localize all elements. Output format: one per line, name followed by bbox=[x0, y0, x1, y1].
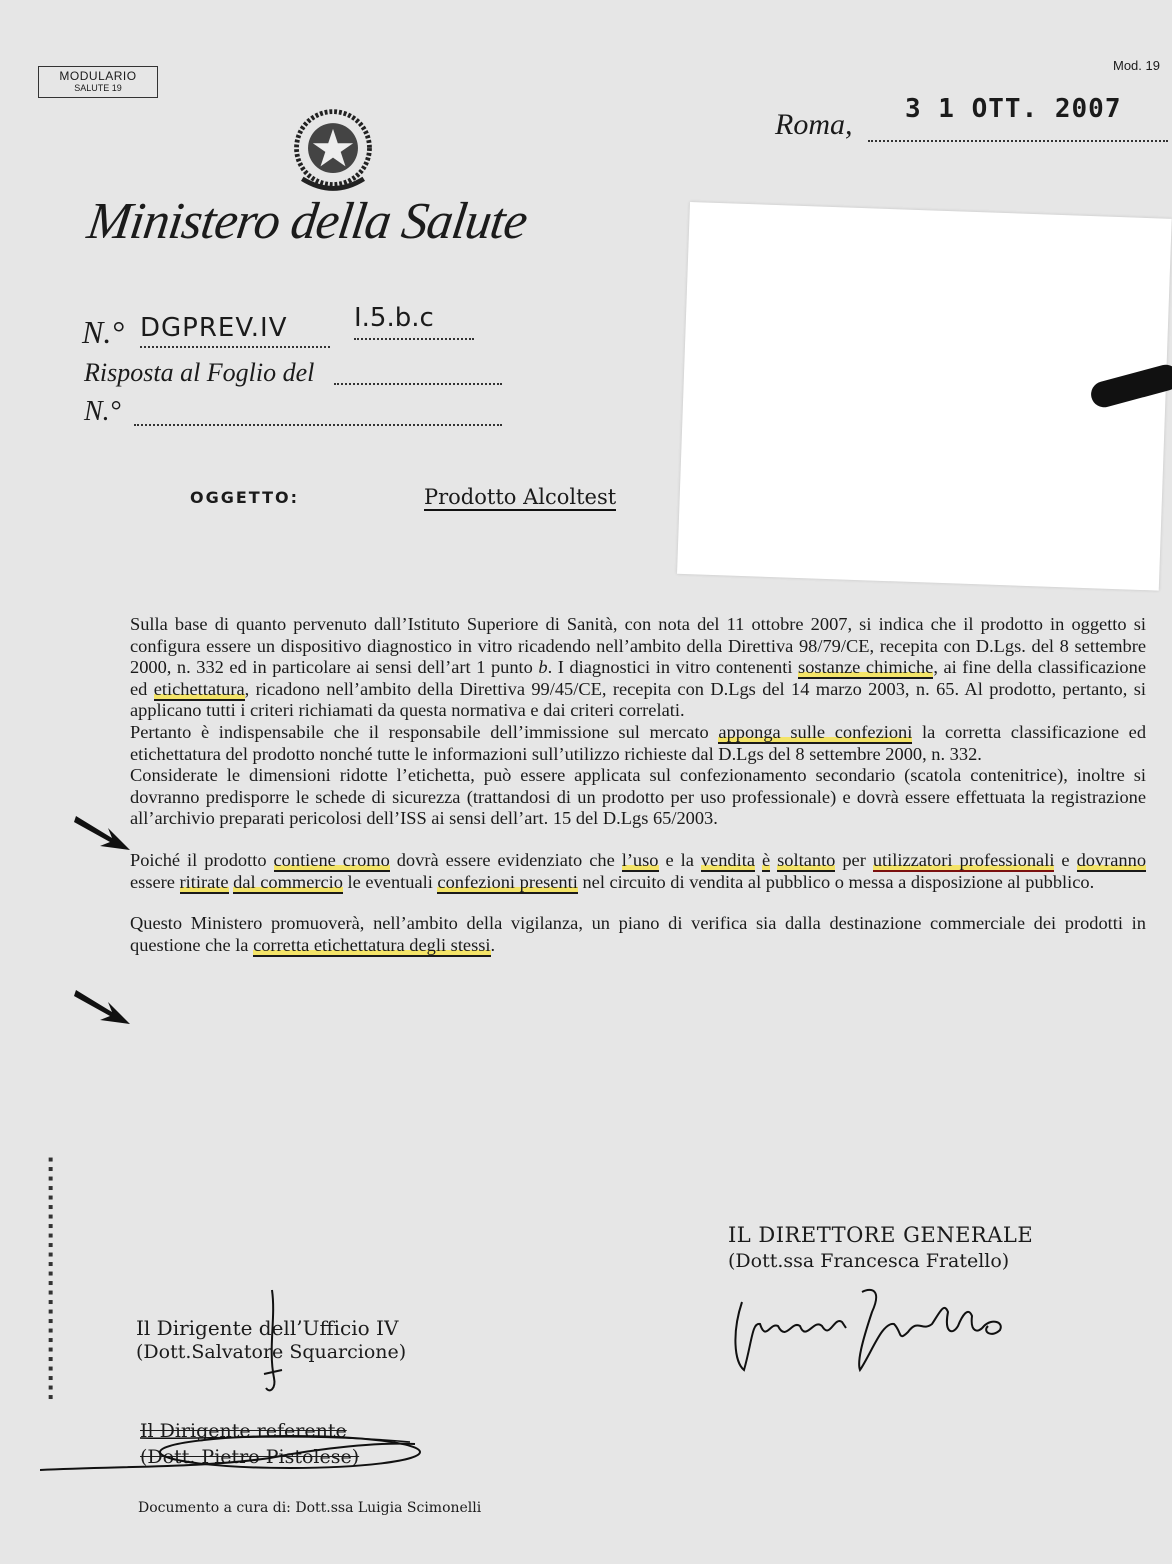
arrow-icon bbox=[72, 984, 134, 1030]
letter-body bbox=[130, 614, 1146, 956]
text bbox=[755, 850, 762, 870]
paragraph-5 bbox=[130, 913, 1146, 956]
reply-line bbox=[334, 383, 502, 385]
text: essere bbox=[130, 871, 180, 892]
arrow-icon bbox=[72, 810, 134, 856]
highlighted-text: corretta etichettatura degli stessi bbox=[253, 934, 491, 955]
text: Sulla base di quanto pervenuto dall’Istituto Superiore di Sanità, con nota del 11 ottobre 2007, si indica che il prodotto in oggetto si configura essere un dispositivo diagnostico in vitro ricadendo nell’ambito della Direttiva 98/79/CE, recepita con D.Lgs. del 8 settembre 2000, n. 332 ed in particolare ai sensi dell’art 1 punto bbox=[130, 614, 1146, 678]
highlighted-text: apponga sulle confezioni bbox=[718, 721, 913, 742]
date-line bbox=[868, 140, 1168, 142]
text: e la bbox=[658, 849, 701, 870]
subject-label: OGGETTO: bbox=[190, 488, 299, 507]
highlighted-text: vendita bbox=[700, 849, 755, 870]
form-code-line1: MODULARIO bbox=[59, 69, 137, 83]
highlighted-text: dovranno bbox=[1076, 849, 1147, 870]
text: e bbox=[1054, 849, 1077, 870]
highlighted-text: utilizzatori professionali bbox=[872, 849, 1055, 870]
text: dovrà essere evidenziato che bbox=[389, 849, 622, 870]
text: nel circuito di vendita al pubblico o messa a disposizione al pubblico. bbox=[577, 871, 1095, 892]
text: . bbox=[490, 934, 496, 955]
office-head-name: (Dott.Salvatore Squarcione) bbox=[136, 1341, 407, 1363]
protocol-reference-line bbox=[354, 338, 474, 340]
highlighted-text: l’uso bbox=[621, 849, 659, 870]
highlighted-text: sostanze chimiche bbox=[798, 657, 934, 678]
highlighted-text: ritirate bbox=[179, 871, 229, 892]
text: , ricadono nell’ambito della Direttiva 99/45/CE, recepita con D.Lgs del 14 marzo 2003, n. 65. Al prodotto, pertanto, si applicano tutti i criteri richiamati da questa normativa e dai criteri correlati. bbox=[130, 678, 1146, 721]
highlighted-text: soltanto bbox=[777, 849, 836, 870]
prepared-by-note: Documento a cura di: Dott.ssa Luigia Scimonelli bbox=[138, 1500, 482, 1516]
protocol-reference: I.5.b.c bbox=[354, 303, 434, 333]
highlighted-text: contiene cromo bbox=[273, 849, 390, 870]
handwritten-signature-icon bbox=[722, 1282, 1022, 1377]
director-general-name: (Dott.ssa Francesca Fratello) bbox=[728, 1250, 1010, 1272]
reply-label: Risposta al Foglio del bbox=[84, 358, 315, 387]
text: Poiché il prodotto bbox=[130, 849, 274, 870]
office-head-title: Il Dirigente dell’Ufficio IV bbox=[136, 1316, 399, 1340]
text: la corretta classificazione ed etichettatura del prodotto nonché tutte le informazioni sull’utilizzo richieste dal D.Lgs del 8 settembre 2000, n. 332. bbox=[130, 721, 1147, 764]
form-code-line2: SALUTE 19 bbox=[74, 83, 122, 93]
referent-title: Il Dirigente referente bbox=[140, 1420, 347, 1442]
margin-print-note: ▪▪▪▪▪▪▪▪▪▪▪▪▪▪▪▪▪▪▪▪▪▪▪▪▪▪ bbox=[46, 1155, 55, 1402]
ministry-name: Ministero della Salute bbox=[83, 193, 531, 250]
text: Questo Ministero promuoverà, nell’ambito della vigilanza, un piano di verifica sia dalla destinazione commerciale dei prodotti in questione che la bbox=[130, 913, 1146, 955]
form-model: Mod. 19 bbox=[1113, 58, 1160, 73]
paragraph-2 bbox=[130, 722, 1146, 765]
subject-value bbox=[424, 485, 616, 509]
text: Pertanto è indispensabile che il responsabile dell’immissione sul mercato bbox=[130, 721, 719, 742]
referent-name: (Dott. Pietro Pistolese) bbox=[140, 1446, 360, 1468]
highlighted-text: dal commercio bbox=[233, 871, 343, 892]
text: per bbox=[835, 849, 873, 870]
paragraph-1 bbox=[130, 614, 1146, 722]
cross-out-scribble-icon bbox=[40, 1418, 430, 1488]
protocol-number-value: DGPREV.IV bbox=[140, 313, 288, 343]
text-italic: b bbox=[538, 657, 548, 678]
republic-emblem-icon bbox=[284, 102, 382, 198]
subject-text: Prodotto Alcoltest bbox=[424, 485, 617, 509]
protocol-number-line bbox=[140, 346, 330, 348]
date-stamp: 3 1 OTT. 2007 bbox=[905, 94, 1122, 124]
reply-number-line bbox=[134, 424, 502, 426]
highlighted-text: etichettatura bbox=[153, 678, 245, 699]
reply-number-label: N.° bbox=[84, 396, 121, 427]
text: le eventuali bbox=[342, 871, 438, 892]
protocol-number-label: N.° bbox=[82, 314, 125, 350]
director-general-title: IL DIRETTORE GENERALE bbox=[728, 1223, 1034, 1247]
place-label: Roma, bbox=[775, 108, 853, 141]
initials-signature-icon bbox=[258, 1288, 288, 1398]
highlighted-text: confezioni presenti bbox=[437, 871, 578, 892]
form-code-box bbox=[38, 66, 158, 98]
highlighted-text: è bbox=[761, 849, 771, 870]
paragraph-3: Considerate le dimensioni ridotte l’etichetta, può essere applicata sul confezionamento secondario (scatola contenitrice), inoltre si dovranno predisporre le schede di sicurezza (trattandosi di un prodotto per uso professionale) e dovrà essere effettuata la registrazione all’archivio preparati pericolosi dell’ISS ai sensi dell’art. 15 del D.Lgs 65/2003. bbox=[130, 765, 1146, 829]
paragraph-4 bbox=[130, 850, 1146, 893]
text: . I diagnostici in vitro contenenti bbox=[547, 657, 799, 678]
text: , ai fine della classificazione ed bbox=[130, 657, 1146, 699]
